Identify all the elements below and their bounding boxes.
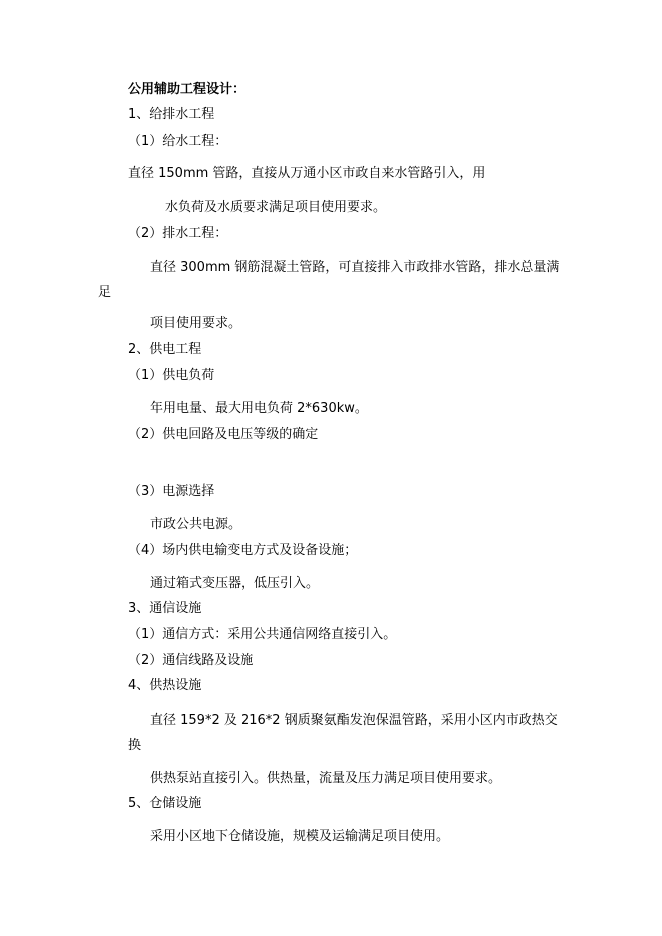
paragraph-water-supply-2: 水负荷及水质要求满足项目使用要求。 [165,200,387,215]
paragraph-water-supply-1: 直径 150mm 管路，直接从万通小区市政自来水管路引入，用 [128,166,486,181]
paragraph-heating-1: 直径 159*2 及 216*2 钢质聚氨酯发泡保温管路，采用小区内市政热交 [150,713,558,728]
section-heading-heating: 4、供热设施 [128,678,202,693]
paragraph-heating-2: 供热泵站直接引入。供热量，流量及压力满足项目使用要求。 [150,771,502,786]
paragraph-drainage-wrap: 足 [98,285,112,300]
subheading-communication-method: （1）通信方式：采用公共通信网络直接引入。 [128,627,397,642]
section-heading-power: 2、供电工程 [128,342,202,357]
subheading-water-supply: （1）给水工程： [128,134,228,149]
subheading-power-load: （1）供电负荷 [128,368,215,383]
paragraph-power-load: 年用电量、最大用电负荷 2*630kw。 [150,401,368,416]
section-heading-storage: 5、仓储设施 [128,796,202,811]
section-heading-communication: 3、通信设施 [128,601,202,616]
paragraph-storage: 采用小区地下仓储设施，规模及运输满足项目使用。 [150,829,450,844]
paragraph-drainage-2: 项目使用要求。 [150,316,242,331]
paragraph-drainage-1: 直径 300mm 钢筋混凝土管路，可直接排入市政排水管路，排水总量满 [150,260,560,275]
subheading-drainage: （2）排水工程： [128,226,228,241]
paragraph-power-distribution: 通过箱式变压器，低压引入。 [150,576,320,591]
subheading-power-distribution: （4）场内供电输变电方式及设备设施； [128,543,358,558]
subheading-communication-lines: （2）通信线路及设施 [128,653,254,668]
paragraph-heating-wrap: 换 [128,738,142,753]
subheading-power-source: （3）电源选择 [128,484,215,499]
section-heading-water: 1、给排水工程 [128,107,215,122]
subheading-power-circuit: （2）供电回路及电压等级的确定 [128,427,319,442]
paragraph-power-source: 市政公共电源。 [150,517,242,532]
page-title: 公用辅助工程设计： [128,82,246,97]
